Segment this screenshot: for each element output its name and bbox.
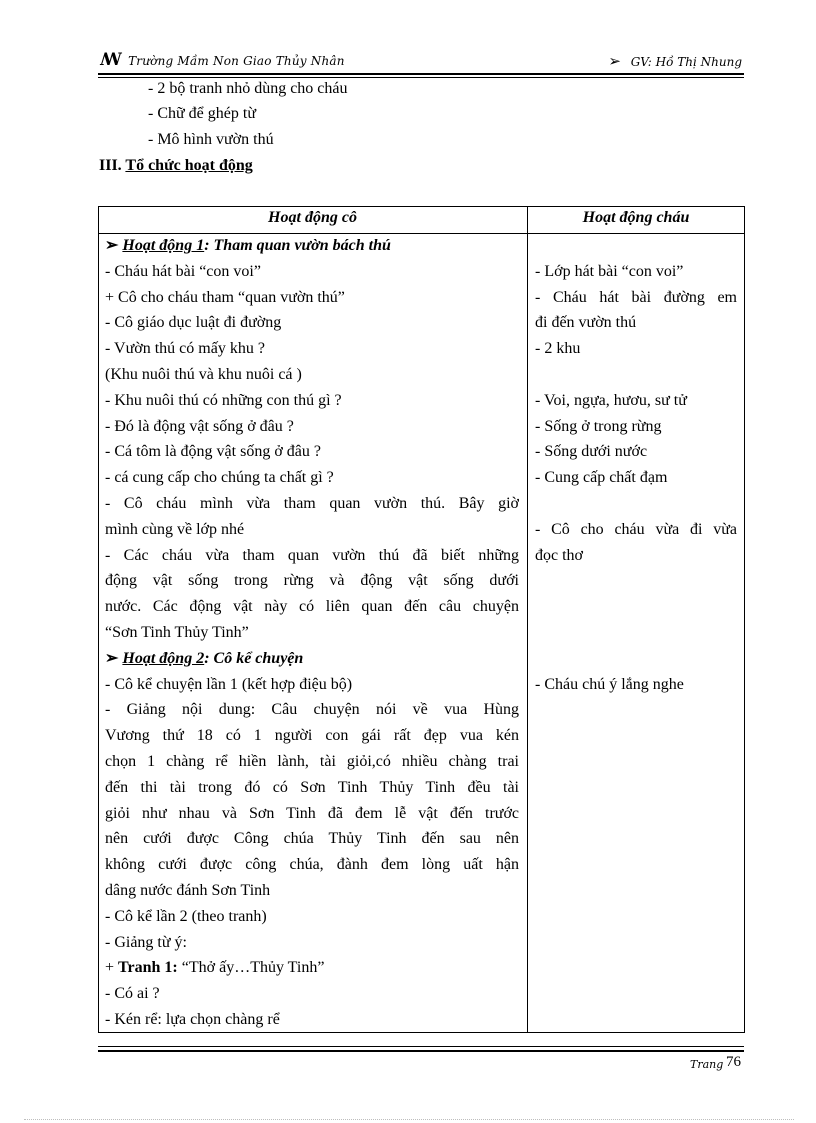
header-school	[100, 50, 345, 70]
child-line: - Lớp hát bài “con voi”	[535, 262, 684, 280]
teacher-line: dâng nước đánh Sơn Tinh	[105, 881, 271, 899]
book-logo-icon: ꟿ	[100, 50, 123, 70]
teacher-line: - Có ai ?	[105, 985, 160, 1003]
teacher-line: - Kén rể: lựa chọn chàng rể	[105, 1010, 280, 1028]
header-teacher	[608, 52, 742, 70]
activity-2-heading	[105, 646, 519, 672]
teacher-line: - Cô cháu mình vừa tham quan vườn thú. Bây giờ	[105, 494, 519, 512]
teacher-line: nên cưới được Công chúa Thủy Tinh đến sau nên	[105, 830, 519, 848]
page-edge-dots	[24, 1119, 794, 1120]
table-column-divider	[527, 206, 528, 1033]
activity-desc: : Cô kể chuyện	[204, 649, 304, 667]
arrow-icon: ➢	[105, 237, 119, 254]
child-line: - Cháu chú ý lắng nghe	[535, 675, 684, 693]
teacher-line: “Sơn Tinh Thủy Tinh”	[105, 623, 249, 641]
material-item: - Mô hình vườn thú	[148, 131, 274, 148]
child-line: - Voi, ngựa, hươu, sư tử	[535, 391, 687, 409]
section-title: Tổ chức hoạt động	[125, 157, 253, 174]
child-line	[535, 362, 737, 388]
teacher-line: động vật sống trong rừng và động vật sống dưới	[105, 572, 519, 590]
header-rule	[98, 73, 744, 75]
child-line	[535, 594, 737, 620]
teacher-line: giỏi như nhau và Sơn Tinh đã đem lễ vật đến trước	[105, 804, 519, 822]
section-heading	[99, 157, 253, 175]
teacher-line: - Khu nuôi thú có những con thú gì ?	[105, 391, 342, 409]
teacher-line: - Cháu hát bài “con voi”	[105, 262, 261, 280]
teacher-line: - Cá tôm là động vật sống ở đâu ?	[105, 443, 321, 461]
teacher-line: - Cô kể chuyện lần 1 (kết hợp điệu bộ)	[105, 675, 353, 693]
teacher-line: - Đó là động vật sống ở đâu ?	[105, 417, 294, 435]
teacher-line: Vương thứ 18 có 1 người con gái rất đẹp vua kén	[105, 727, 519, 745]
child-line: - Sống dưới nước	[535, 443, 648, 461]
section-number: III.	[99, 157, 122, 174]
activity-desc: : Tham quan vườn bách thú	[204, 237, 391, 254]
child-line: - Sống ở trong rừng	[535, 417, 662, 435]
teacher-line: chọn 1 chàng rể hiền lành, tài giỏi,có nhiều chàng trai	[105, 752, 519, 770]
teacher-line: - Các cháu vừa tham quan vườn thú đã biết những	[105, 546, 519, 564]
material-item: - 2 bộ tranh nhỏ dùng cho cháu	[148, 80, 348, 97]
child-line	[535, 568, 737, 594]
footer-rule-thin	[98, 1046, 744, 1047]
material-item: - Chữ để ghép từ	[148, 105, 256, 122]
teacher-line: - Giảng nội dung: Câu chuyện nói về vua Hùng	[105, 701, 519, 719]
teacher-activities-cell	[105, 233, 519, 1033]
child-line	[535, 646, 737, 672]
child-line	[535, 491, 737, 517]
teacher-line: đến thi tài trong đó có Sơn Tinh Thủy Tinh đều tài	[105, 778, 519, 796]
table-header-children: Hoạt động cháu	[582, 209, 690, 226]
child-line: đọc thơ	[535, 546, 584, 564]
tranh-prefix: +	[105, 959, 119, 977]
tranh-text: “Thở ấy…Thủy Tinh”	[177, 959, 325, 977]
teacher-line: + Cô cho cháu tham “quan vườn thú”	[105, 288, 345, 306]
table-header-teacher: Hoạt động cô	[268, 209, 357, 226]
child-line: - Cháu hát bài đường em	[535, 288, 737, 306]
teacher-line: không cưới được công chúa, đành đem lòng uất hận	[105, 856, 519, 874]
teacher-line: mình cùng về lớp nhé	[105, 520, 245, 538]
child-line: - Cung cấp chất đạm	[535, 469, 668, 487]
teacher-line: - Cô kể lần 2 (theo tranh)	[105, 907, 267, 925]
child-line: - Cô cho cháu vừa đi vừa	[535, 520, 737, 538]
children-activities-cell	[535, 233, 737, 697]
header-rule-thin	[98, 77, 744, 78]
activity-1-heading	[105, 233, 519, 259]
teacher-line: nước. Các động vật này có liên quan đến câu chuyện	[105, 598, 519, 616]
child-line	[535, 620, 737, 646]
tranh-label: Tranh 1:	[118, 959, 178, 977]
activity-label: Hoạt động 2	[122, 649, 205, 667]
footer-rule	[98, 1050, 744, 1052]
arrow-icon: ➢	[105, 649, 119, 667]
teacher-line: - cá cung cấp cho chúng ta chất gì ?	[105, 469, 334, 487]
teacher-line: - Cô giáo dục luật đi đường	[105, 314, 282, 332]
page-label: Trang	[690, 1058, 724, 1071]
teacher-name: GV: Hồ Thị Nhung	[630, 55, 742, 69]
child-line: - 2 khu	[535, 340, 581, 358]
child-line	[535, 233, 737, 259]
activity-label: Hoạt động 1	[122, 237, 205, 254]
arrow-icon: ➢	[608, 52, 621, 70]
teacher-line: - Giảng từ ý:	[105, 933, 187, 951]
teacher-line: - Vườn thú có mấy khu ?	[105, 340, 265, 358]
child-line: đi đến vườn thú	[535, 314, 637, 332]
school-name: Trường Mầm Non Giao Thủy Nhân	[128, 54, 345, 68]
teacher-line: (Khu nuôi thú và khu nuôi cá )	[105, 365, 302, 383]
tranh-line	[105, 955, 519, 981]
page-number: 76	[726, 1054, 741, 1070]
